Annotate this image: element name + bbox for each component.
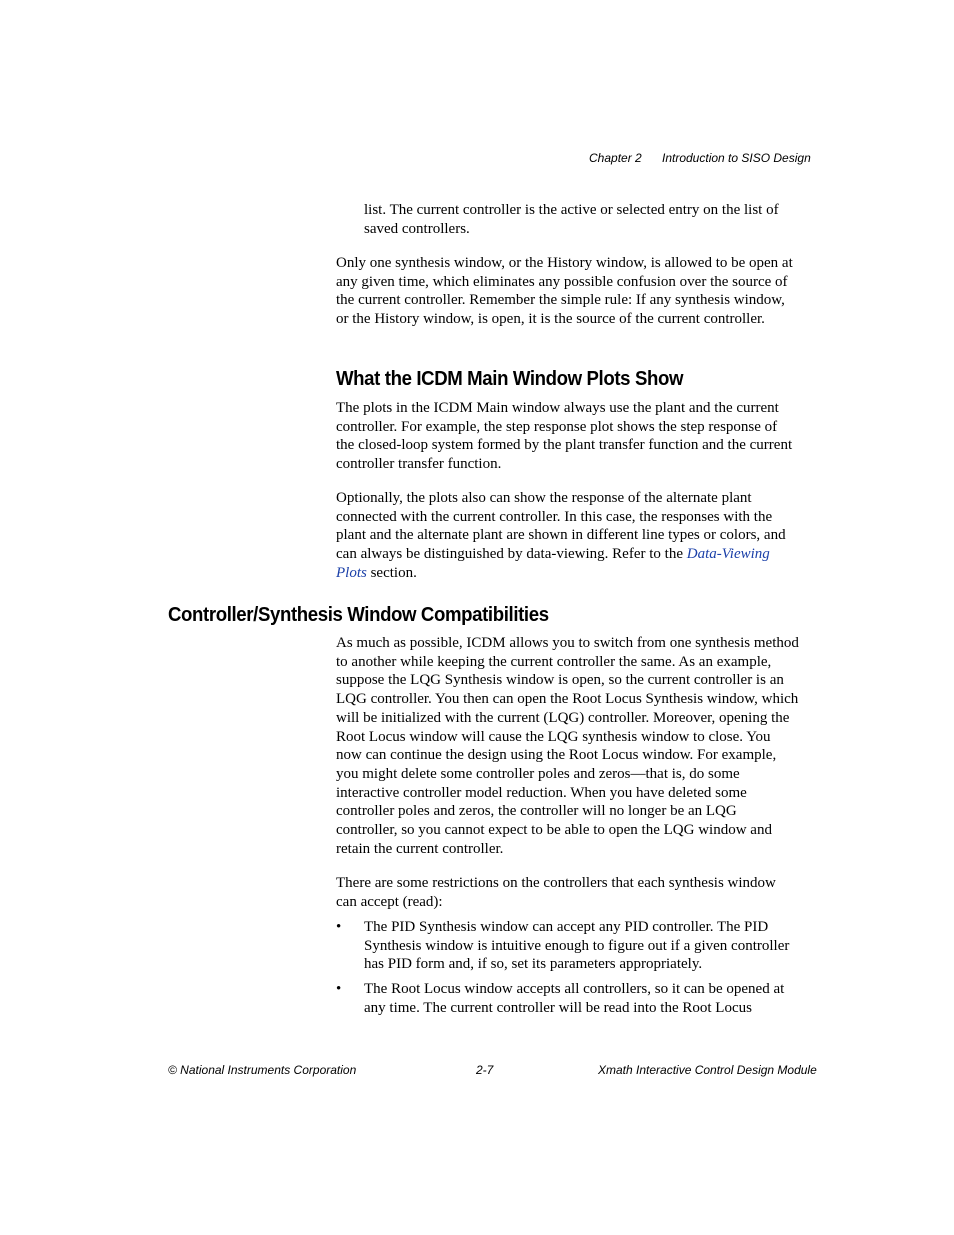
running-header-title: Introduction to SISO Design [662,151,811,165]
bullet-icon: • [336,981,342,997]
footer-page-number: 2-7 [476,1063,494,1077]
footer-copyright: © National Instruments Corporation [168,1063,357,1077]
section-heading-compatibilities: Controller/Synthesis Window Compatibilities [168,604,549,626]
list-item-text: The PID Synthesis window can accept any PID controller. The PID Synthesis window is intuitive enough to figure out if a given controller has PID form and, if so, set its parameters appropriately. [364,919,790,973]
paragraph-text: Optionally, the plots also can show the response of the alternate plant connected with the current controller. In this case, the responses with the plant and the alternate plant are shown in different line types or colors, and can always be distinguished by data-viewing. Refer to the [336,490,786,563]
paragraph-alternate-plant [336,489,799,583]
paragraph-continuation: list. The current controller is the active or selected entry on the list of saved controllers. [364,202,779,237]
list-item-text: The Root Locus window accepts all controllers, so it can be opened at any time. The current controller will be read into the Root Locus [364,981,785,1016]
paragraph-switch-synthesis: As much as possible, ICDM allows you to switch from one synthesis method to another while keeping the current controller the same. As an example, suppose the LQG Synthesis window is open, so the current controller is an LQG controller. You then can open the Root Locus Synthesis window, which will be initialized with the current (LQG) controller. Moreover, opening the Root Locus window will cause the LQG synthesis window to close. You now can continue the design using the Root Locus window. For example, you might delete some controller poles and zeros—that is, do some interactive controller model reduction. When you have deleted some controller poles and zeros, the controller will no longer be an LQG controller, so you cannot expect to be able to open the LQG window and retain the current controller. [336,635,799,857]
section-heading-main-window-plots: What the ICDM Main Window Plots Show [336,368,684,390]
data-viewing-plots-link[interactable]: Data-Viewing Plots [336,546,770,581]
paragraph-text-end: section. [366,564,417,581]
paragraph-plots-use-plant: The plots in the ICDM Main window always use the plant and the current controller. For example, the step response plot shows the step response of the closed-loop system formed by the plant transfer function and the current controller transfer function. [336,400,793,473]
running-header-chapter: Chapter 2 [589,151,642,165]
footer-manual-title: Xmath Interactive Control Design Module [598,1063,817,1077]
bullet-icon: • [336,919,342,935]
paragraph-single-window: Only one synthesis window, or the History window, is allowed to be open at any given time, which eliminates any possible confusion over the source of the current controller. Remember the simple rule: If any synthesis window, or the History window, is open, it is the source of the current controller. [336,255,793,328]
paragraph-restrictions: There are some restrictions on the controllers that each synthesis window can accept (read): [336,875,776,910]
